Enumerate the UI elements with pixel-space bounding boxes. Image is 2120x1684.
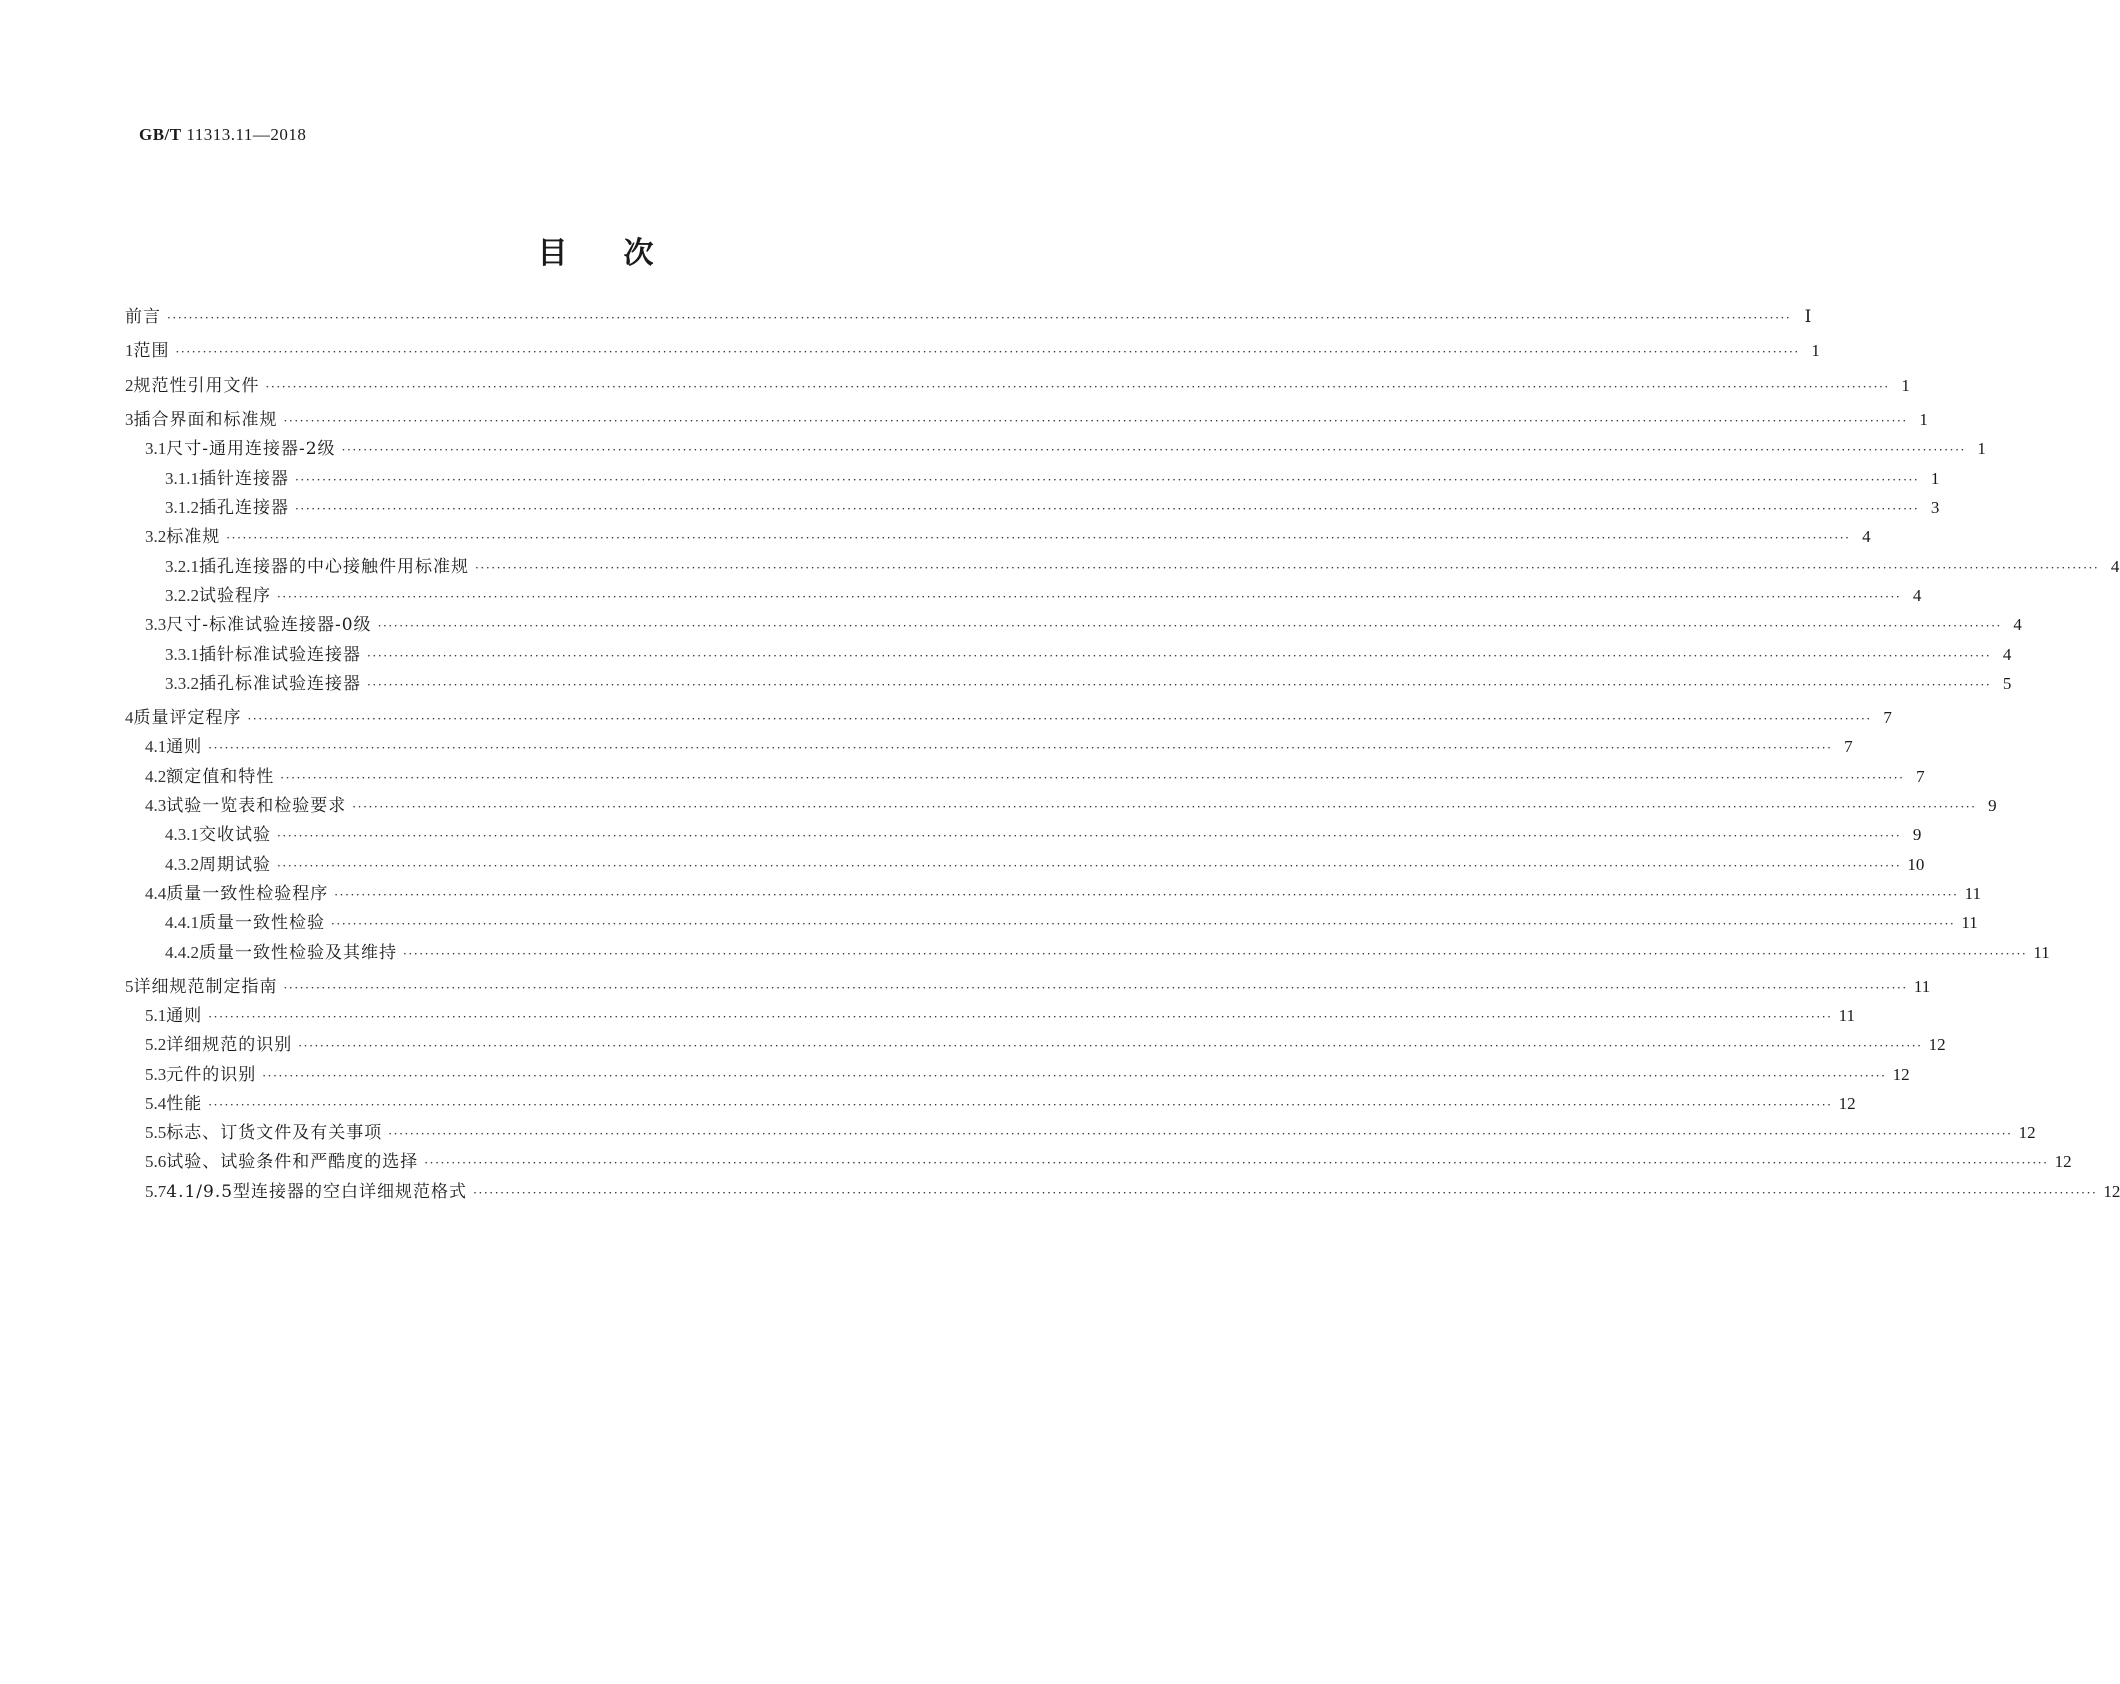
toc-entry-label: 质量一致性检验程序 bbox=[166, 884, 329, 904]
toc-entry[interactable] bbox=[165, 584, 1922, 608]
toc-leader-dots: ············································································································································································································································································································ bbox=[208, 741, 1833, 755]
toc-entry-label: 质量一致性检验及其维持 bbox=[199, 943, 397, 963]
toc-leader-dots: ············································································································································································································································································································ bbox=[247, 712, 1872, 726]
toc-entry-page: Ⅰ bbox=[1804, 307, 1812, 326]
toc-entry-label: 插合界面和标准规 bbox=[133, 410, 278, 430]
toc-entry[interactable] bbox=[145, 1180, 2120, 1204]
toc-entry-page: 4 bbox=[1912, 586, 1922, 605]
toc-entry-label: 元件的识别 bbox=[166, 1065, 257, 1085]
standard-code-prefix: GB/T bbox=[139, 125, 182, 144]
toc-leader-dots: ············································································································································································································································································································ bbox=[424, 1156, 2049, 1170]
toc-entry-label: 插孔标准试验连接器 bbox=[199, 674, 361, 694]
toc-entry[interactable] bbox=[145, 613, 2022, 637]
toc-leader-dots: ············································································································································································································································································································ bbox=[208, 1098, 1833, 1112]
toc-leader-dots: ············································································································································································································································································································ bbox=[403, 947, 2028, 961]
toc-leader-dots: ············································································································································································································································································································ bbox=[277, 859, 1902, 873]
toc-entry[interactable] bbox=[125, 975, 1931, 999]
toc-entry-page: 12 bbox=[1838, 1094, 1856, 1113]
toc-entry-page: 7 bbox=[1883, 708, 1892, 727]
toc-entry-page: 5 bbox=[2002, 674, 2012, 693]
toc-entry-label: 试验程序 bbox=[199, 586, 271, 606]
toc-entry[interactable] bbox=[145, 1150, 2072, 1174]
toc-leader-dots: ············································································································································································································································································································ bbox=[352, 800, 1977, 814]
toc-entry-label: 尺寸-通用连接器-2级 bbox=[166, 439, 336, 459]
toc-entry-label: 交收试验 bbox=[199, 825, 271, 845]
toc-entry-number: 4.3.1 bbox=[165, 825, 199, 844]
toc-entry-page: 12 bbox=[2054, 1152, 2072, 1171]
toc-leader-dots: ············································································································································································································································································································ bbox=[331, 917, 1956, 931]
toc-entry[interactable] bbox=[165, 941, 2050, 965]
toc-entry-number: 3.1 bbox=[145, 439, 167, 458]
toc-entry[interactable] bbox=[165, 853, 1925, 877]
toc-entry-label: 标准规 bbox=[166, 527, 221, 547]
toc-leader-dots: ············································································································································································································································································································ bbox=[367, 678, 1992, 692]
toc-entry-label: 质量一致性检验 bbox=[199, 913, 325, 933]
toc-entry-page: 12 bbox=[1928, 1035, 1946, 1054]
toc-entry-page: 1 bbox=[1930, 469, 1940, 488]
toc-leader-dots: ············································································································································································································································································································ bbox=[280, 771, 1905, 785]
toc-entry-label: 插孔连接器的中心接触件用标准规 bbox=[199, 557, 469, 577]
toc-entry-number: 3 bbox=[125, 410, 134, 429]
toc-entry-label: 试验、试验条件和严酷度的选择 bbox=[166, 1152, 419, 1172]
toc-entry-number: 5.7 bbox=[145, 1182, 167, 1201]
toc-entry-page: 1 bbox=[1919, 410, 1928, 429]
toc-leader-dots: ············································································································································································································································································································ bbox=[298, 1039, 1923, 1053]
toc-entry-number: 4.2 bbox=[145, 767, 167, 786]
toc-entry-number: 5.1 bbox=[145, 1006, 167, 1025]
toc-leader-dots: ············································································································································································································································································································ bbox=[277, 590, 1902, 604]
toc-entry-label: 周期试验 bbox=[199, 855, 271, 875]
toc-entry-number: 3.2 bbox=[145, 527, 167, 546]
toc-entry-number: 1 bbox=[125, 341, 134, 360]
toc-entry-page: 11 bbox=[1961, 913, 1978, 932]
toc-entry[interactable] bbox=[145, 882, 1981, 906]
toc-entry-number: 5.4 bbox=[145, 1094, 167, 1113]
toc-leader-dots: ············································································································································································································································································································ bbox=[277, 829, 1902, 843]
toc-entry-label: 插孔连接器 bbox=[199, 498, 289, 518]
standard-code-number: 11313.11—2018 bbox=[186, 125, 307, 144]
toc-entry-number: 2 bbox=[125, 376, 134, 395]
toc-entry[interactable] bbox=[165, 823, 1922, 847]
toc-entry-page: 4 bbox=[2002, 645, 2012, 664]
toc-leader-dots: ············································································································································································································································································································ bbox=[334, 888, 1959, 902]
toc-leader-dots: ············································································································································································································································································································ bbox=[367, 649, 1992, 663]
toc-entry-number: 5.2 bbox=[145, 1035, 167, 1054]
toc-entry[interactable] bbox=[125, 339, 1820, 363]
toc-entry-page: 11 bbox=[2033, 943, 2050, 962]
toc-leader-dots: ············································································································································································································································································································ bbox=[283, 414, 1908, 428]
toc-entry-number: 5 bbox=[125, 977, 134, 996]
toc-entry-number: 3.2.1 bbox=[165, 557, 199, 576]
toc-entry-number: 4.4.2 bbox=[165, 943, 199, 962]
toc-entry-page: 4 bbox=[1862, 527, 1871, 546]
toc-entry-page: 11 bbox=[1913, 977, 1931, 996]
toc-entry-label: 标志、订货文件及有关事项 bbox=[166, 1123, 383, 1143]
toc-entry-label: 试验一览表和检验要求 bbox=[166, 796, 347, 816]
toc-entry[interactable] bbox=[165, 911, 1978, 935]
toc-entry-label: 通则 bbox=[166, 1006, 203, 1026]
toc-entry[interactable] bbox=[145, 1004, 1855, 1028]
toc-leader-dots: ············································································································································································································································································································ bbox=[283, 981, 1908, 995]
toc-entry[interactable] bbox=[125, 374, 1910, 398]
toc-entry-page: 7 bbox=[1916, 767, 1925, 786]
toc-leader-dots: ············································································································································································································································································································ bbox=[388, 1127, 2013, 1141]
toc-entry-number: 4.3.2 bbox=[165, 855, 199, 874]
toc-entry-number: 4.3 bbox=[145, 796, 167, 815]
toc-leader-dots: ············································································································································································································································································································ bbox=[295, 473, 1920, 487]
toc-leader-dots: ············································································································································································································································································································ bbox=[377, 619, 2002, 633]
toc-entry-page: 12 bbox=[1892, 1065, 1910, 1084]
toc-entry[interactable] bbox=[145, 735, 1853, 759]
toc-entry-number: 3.1.2 bbox=[165, 498, 199, 517]
toc-entry-label: 规范性引用文件 bbox=[133, 376, 260, 396]
toc-entry-page: 4 bbox=[2013, 615, 2022, 634]
toc-entry-number: 3.3.1 bbox=[165, 645, 199, 664]
toc-leader-dots: ············································································································································································································································································································ bbox=[473, 1186, 2098, 1200]
toc-entry-number: 3.3 bbox=[145, 615, 167, 634]
toc-leader-dots: ············································································································································································································································································································ bbox=[175, 345, 1800, 359]
toc-entry-page: 1 bbox=[1977, 439, 1986, 458]
toc-entry-number: 4.1 bbox=[145, 737, 167, 756]
toc-entry-number: 4.4 bbox=[145, 884, 167, 903]
toc-entry[interactable] bbox=[165, 467, 1940, 491]
toc-leader-dots: ············································································································································································································································································································ bbox=[341, 443, 1966, 457]
toc-entry[interactable] bbox=[145, 437, 1986, 461]
toc-entry-page: 12 bbox=[2103, 1182, 2120, 1201]
toc-entry-label: 插针标准试验连接器 bbox=[199, 645, 361, 665]
toc-entry-number: 3.1.1 bbox=[165, 469, 199, 488]
toc-entry-page: 3 bbox=[1930, 498, 1940, 517]
toc-entry[interactable] bbox=[145, 1092, 1856, 1116]
toc-entry[interactable] bbox=[125, 706, 1892, 730]
toc-entry-page: 1 bbox=[1811, 341, 1820, 360]
toc-entry-label: 详细规范的识别 bbox=[166, 1035, 293, 1055]
toc-entry-number: 5.5 bbox=[145, 1123, 167, 1142]
toc-entry[interactable] bbox=[145, 794, 1997, 818]
toc-entry-label: 范围 bbox=[133, 341, 170, 361]
toc-entry-label: 性能 bbox=[166, 1094, 203, 1114]
toc-entry-label: 通则 bbox=[166, 737, 203, 757]
toc-entry-label: 详细规范制定指南 bbox=[133, 977, 278, 997]
toc-leader-dots: ············································································································································································································································································································ bbox=[265, 380, 1890, 394]
toc-entry-number: 3.2.2 bbox=[165, 586, 199, 605]
toc-entry-label: 额定值和特性 bbox=[166, 767, 275, 787]
toc-entry-label: 插针连接器 bbox=[199, 469, 289, 489]
toc-entry-label: 尺寸-标准试验连接器-0级 bbox=[166, 615, 372, 635]
page-title: 目次 bbox=[537, 236, 710, 271]
toc-leader-dots: ············································································································································································································································································································ bbox=[208, 1010, 1833, 1024]
toc-entry-page: 9 bbox=[1988, 796, 1997, 815]
toc-entry[interactable] bbox=[165, 672, 2012, 696]
toc-entry[interactable] bbox=[145, 525, 1871, 549]
toc-entry[interactable] bbox=[165, 496, 1940, 520]
toc-entry[interactable] bbox=[145, 1063, 1910, 1087]
toc-entry-page: 7 bbox=[1844, 737, 1853, 756]
toc-entry-label: 质量评定程序 bbox=[133, 708, 242, 728]
toc-entry[interactable] bbox=[145, 1033, 1946, 1057]
toc-entry-label: 4.1/9.5型连接器的空白详细规范格式 bbox=[166, 1182, 468, 1202]
toc-entry-label: 前言 bbox=[125, 307, 161, 327]
toc-entry[interactable] bbox=[145, 765, 1925, 789]
toc-entry[interactable] bbox=[165, 643, 2012, 667]
toc-entry-page: 10 bbox=[1907, 855, 1925, 874]
toc-leader-dots: ············································································································································································································································································································ bbox=[295, 502, 1920, 516]
toc-leader-dots: ············································································································································································································································································································ bbox=[262, 1069, 1887, 1083]
toc-entry-number: 5.3 bbox=[145, 1065, 167, 1084]
toc-entry[interactable] bbox=[145, 1121, 2036, 1145]
toc-entry-number: 3.3.2 bbox=[165, 674, 199, 693]
toc-entry-page: 11 bbox=[1838, 1006, 1855, 1025]
toc-entry-page: 1 bbox=[1901, 376, 1910, 395]
toc-entry[interactable] bbox=[165, 555, 2120, 579]
toc-entry-number: 4.4.1 bbox=[165, 913, 199, 932]
toc-leader-dots: ············································································································································································································································································································ bbox=[475, 561, 2100, 575]
toc-entry[interactable] bbox=[125, 305, 1812, 329]
toc-leader-dots: ············································································································································································································································································································ bbox=[167, 311, 1792, 325]
toc-entry-number: 5.6 bbox=[145, 1152, 167, 1171]
toc-entry-number: 4 bbox=[125, 708, 134, 727]
toc-entry-page: 11 bbox=[1964, 884, 1981, 903]
toc-entry-page: 9 bbox=[1912, 825, 1922, 844]
toc-leader-dots: ············································································································································································································································································································ bbox=[226, 531, 1851, 545]
toc-entry-page: 12 bbox=[2018, 1123, 2036, 1142]
toc-entry-page: 4 bbox=[2110, 557, 2120, 576]
toc-entry[interactable] bbox=[125, 408, 1928, 432]
